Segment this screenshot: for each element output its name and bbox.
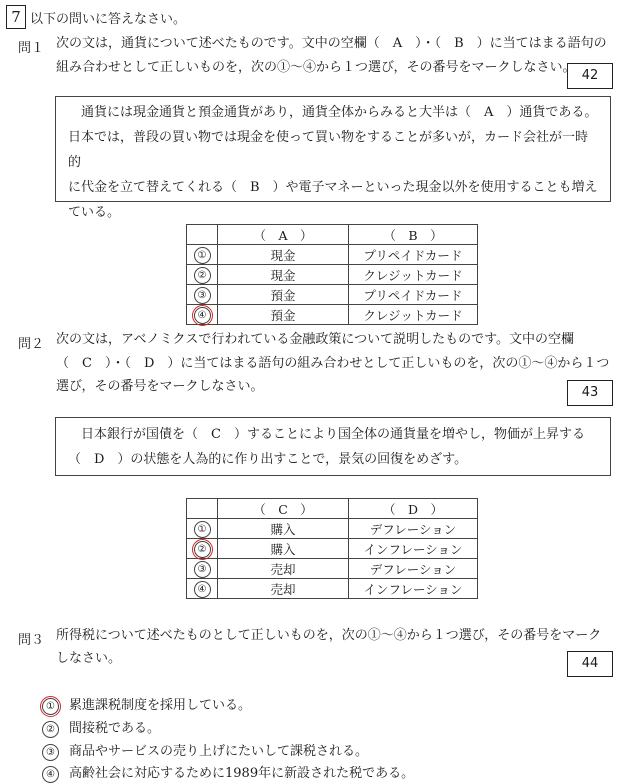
option-d-cell: インフレーション	[349, 579, 478, 599]
choice-number: ④	[42, 766, 59, 783]
option-b-cell: クレジットカード	[349, 305, 478, 325]
table-header-cell: （ C ）	[218, 499, 349, 519]
q2-passage	[55, 417, 611, 476]
q1-text-line2: 組み合わせとして正しいものを，次の①～④から１つ選び，その番号をマークしなさい。	[56, 60, 576, 75]
q3-label: 問３	[18, 633, 45, 648]
table-row[interactable]	[187, 305, 478, 325]
q1-text-line1: 次の文は，通貨について述べたものです。文中の空欄（ A ）・（ B ）に当てはまる語句の	[56, 36, 607, 51]
q1-passage-line4: ている。	[68, 205, 121, 220]
q2-options-table	[186, 498, 478, 599]
question-number-box: 7	[6, 5, 26, 29]
q3-choice-1[interactable]	[42, 694, 251, 715]
choice-text: 累進課税制度を採用している。	[69, 698, 252, 713]
table-header-cell	[187, 225, 218, 245]
answer-box-43: 43	[567, 380, 613, 406]
option-b-cell: クレジットカード	[349, 265, 478, 285]
option-c-cell: 売却	[218, 559, 349, 579]
option-number-marked: ④	[187, 305, 218, 325]
option-b-cell: プリペイドカード	[349, 285, 478, 305]
q2-label: 問２	[18, 337, 45, 352]
q1-passage	[55, 96, 611, 220]
q2-text-line1: 次の文は，アベノミクスで行われている金融政策について説明したものです。文中の空欄	[56, 332, 575, 347]
option-number-marked: ②	[187, 539, 218, 559]
option-d-cell: インフレーション	[349, 539, 478, 559]
table-row[interactable]	[187, 265, 478, 285]
table-row[interactable]	[187, 559, 478, 579]
q3-choice-3[interactable]	[42, 740, 368, 761]
option-c-cell: 購入	[218, 519, 349, 539]
table-header-cell: （ B ）	[349, 225, 478, 245]
q1-passage-line3: に代金を立て替えてくれる（ B ）や電子マネーといった現金以外を使用することも増え	[68, 180, 598, 195]
option-a-cell: 現金	[218, 265, 349, 285]
q1-passage-line2: 日本では，普段の買い物では現金を使って買い物をすることが多いが，カード会社が一時的	[68, 130, 589, 170]
option-a-cell: 現金	[218, 245, 349, 265]
choice-text: 間接税である。	[69, 721, 161, 736]
q2-passage-line1: 日本銀行が国債を（ C ）することにより国全体の通貨量を増やし，物価が上昇する	[81, 427, 585, 442]
q2-passage-line2: （ D ）の状態を人為的に作り出すことで，景気の回復をめざす。	[68, 452, 468, 467]
table-header-cell: （ A ）	[218, 225, 349, 245]
option-d-cell: デフレーション	[349, 559, 478, 579]
q2-text-line2: （ C ）・（ D ）に当てはまる語句の組み合わせとして正しいものを，次の①～④から１つ	[56, 356, 610, 371]
option-number: ②	[187, 265, 218, 285]
option-number: ③	[187, 559, 218, 579]
choice-number: ③	[42, 744, 59, 761]
choice-number: ②	[42, 721, 59, 738]
option-a-cell: 預金	[218, 305, 349, 325]
choice-text: 高齢社会に対応するために1989年に新設された税である。	[69, 766, 415, 781]
q3-text-line1: 所得税について述べたものとして正しいものを，次の①～④から１つ選び，その番号をマーク	[56, 628, 602, 643]
q1-label: 問１	[18, 41, 45, 56]
option-b-cell: プリペイドカード	[349, 245, 478, 265]
table-row[interactable]	[187, 285, 478, 305]
q3-choice-2[interactable]	[42, 717, 160, 738]
option-c-cell: 売却	[218, 579, 349, 599]
q3-choice-4[interactable]	[42, 762, 414, 783]
table-row[interactable]	[187, 519, 478, 539]
option-d-cell: デフレーション	[349, 519, 478, 539]
q1-options-table	[186, 224, 478, 325]
option-number: ①	[187, 519, 218, 539]
option-c-cell: 購入	[218, 539, 349, 559]
answer-box-44: 44	[567, 651, 613, 677]
table-header-cell: （ D ）	[349, 499, 478, 519]
choice-number-marked: ①	[42, 698, 59, 715]
option-number: ④	[187, 579, 218, 599]
table-row[interactable]	[187, 579, 478, 599]
table-header-row	[187, 225, 478, 245]
choice-text: 商品やサービスの売り上げにたいして課税される。	[69, 744, 369, 759]
option-number: ①	[187, 245, 218, 265]
option-a-cell: 預金	[218, 285, 349, 305]
table-header-cell	[187, 499, 218, 519]
answer-box-42: 42	[567, 63, 613, 89]
q3-text-line2: しなさい。	[56, 651, 122, 666]
q2-text-line3: 選び，その番号をマークしなさい。	[56, 379, 264, 394]
instruction-heading: 以下の問いに答えなさい。	[30, 12, 187, 27]
q1-passage-line1: 通貨には現金通貨と預金通貨があり，通貨全体からみると大半は（ A ）通貨である。	[81, 105, 598, 120]
table-row[interactable]	[187, 245, 478, 265]
option-number: ③	[187, 285, 218, 305]
table-header-row	[187, 499, 478, 519]
table-row[interactable]	[187, 539, 478, 559]
